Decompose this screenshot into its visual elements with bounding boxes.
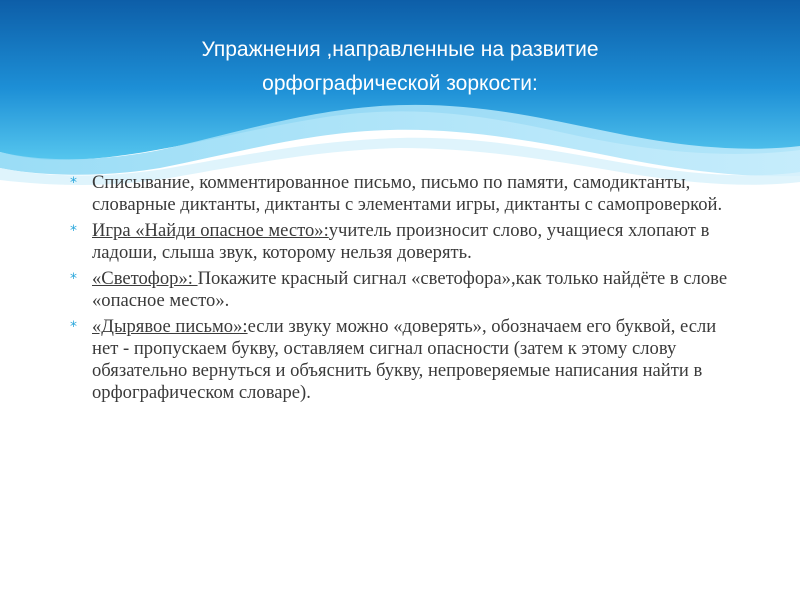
item-text: учитель произносит слово, учащиеся хлопают в ладоши, слыша звук, которому нельзя доверять. xyxy=(92,220,710,263)
list-item xyxy=(70,220,735,264)
asterisk-bullet-icon: * xyxy=(70,271,77,287)
asterisk-bullet-icon: * xyxy=(70,319,77,335)
item-heading: Игра «Найди опасное место»: xyxy=(92,220,329,241)
item-text: Списывание, комментированное письмо, письмо по памяти, самодиктанты, словарные диктанты, диктанты с элементами игры, диктанты с самопроверкой. xyxy=(92,172,723,215)
list-item xyxy=(70,316,735,404)
list-item xyxy=(70,172,735,216)
item-heading: «Дырявое письмо»: xyxy=(92,316,248,337)
title-line-1: Упражнения ,направленные на развитие xyxy=(201,38,599,61)
asterisk-bullet-icon: * xyxy=(70,223,77,239)
item-text: Покажите красный сигнал «светофора»,как только найдёте в слове «опасное место». xyxy=(92,268,728,311)
bullet-list xyxy=(70,172,735,408)
slide-title xyxy=(90,33,710,101)
title-line-2: орфографической зоркости: xyxy=(262,72,538,95)
item-heading: «Светофор»: xyxy=(92,268,198,289)
asterisk-bullet-icon: * xyxy=(70,175,77,191)
item-text: если звуку можно «доверять», обозначаем его буквой, если нет - пропускаем букву, оставляем сигнал опасности (затем к этому слову обязательно вернуться и объяснить букву, непроверяемые написания найти в орфографическом словаре). xyxy=(92,316,717,403)
list-item xyxy=(70,268,735,312)
